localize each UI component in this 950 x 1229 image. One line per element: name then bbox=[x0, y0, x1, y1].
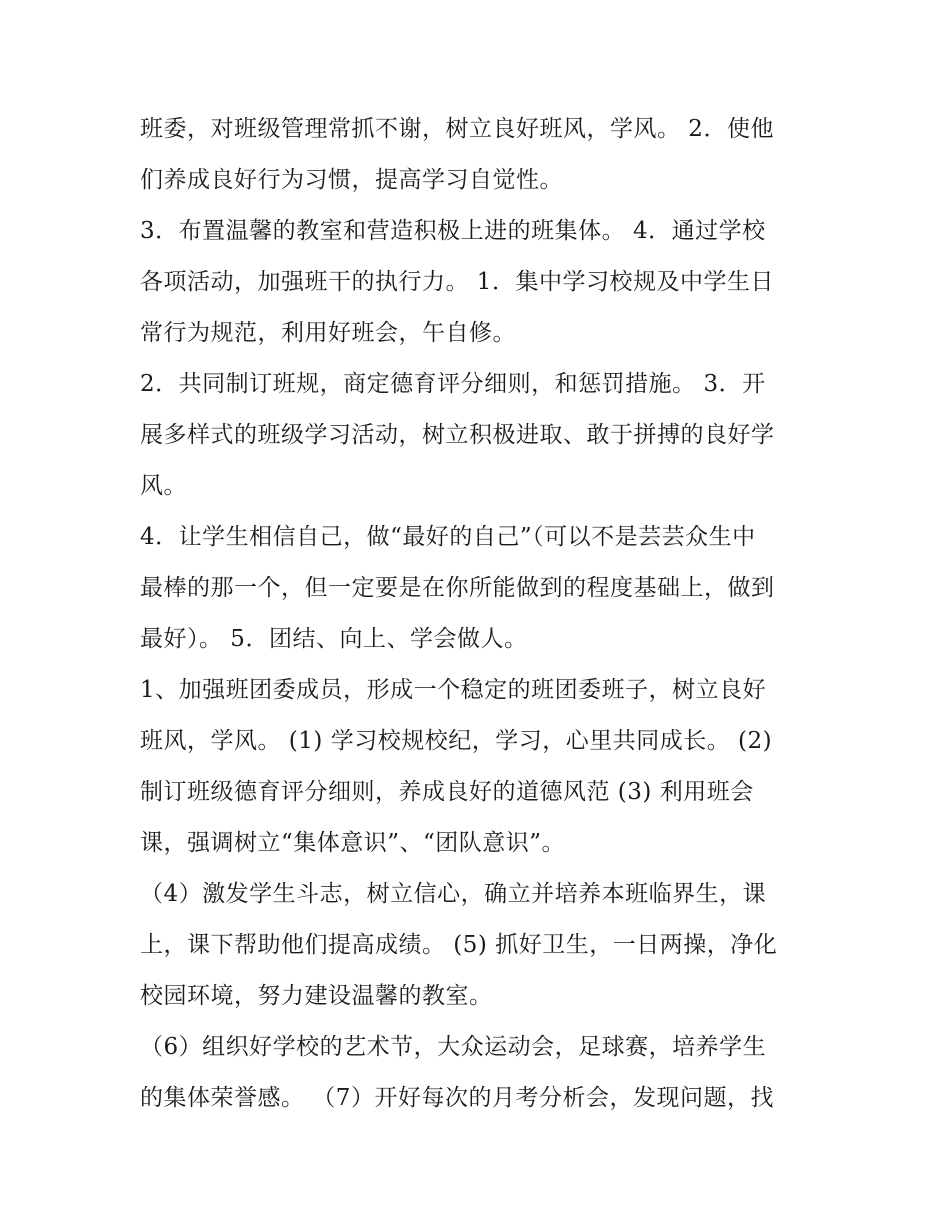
text-line: （4）激发学生斗志，树立信心，确立并培养本班临界生，课 bbox=[140, 881, 767, 907]
text-line: 最好）。 5．团结、向上、学会做人。 bbox=[140, 626, 528, 652]
text-line: 班风，学风。 (1) 学习校规校纪，学习，心里共同成长。 (2) bbox=[140, 728, 773, 754]
text-line: 风。 bbox=[140, 473, 187, 499]
text-line: 1、加强班团委成员，形成一个稳定的班团委班子，树立良好 bbox=[140, 677, 767, 703]
text-line: 上，课下帮助他们提高成绩。 (5) 抓好卫生，一日两操，净化 bbox=[140, 932, 778, 958]
text-line: 4．让学生相信自己，做“最好的自己”（可以不是芸芸众生中 bbox=[140, 524, 756, 550]
text-line: 课，强调树立“集体意识”、“团队意识”。 bbox=[140, 830, 566, 856]
text-line: 校园环境，努力建设温馨的教室。 bbox=[140, 983, 493, 1009]
text-line: 展多样式的班级学习活动，树立积极进取、敢于拼搏的良好学 bbox=[140, 422, 775, 448]
text-line: 常行为规范，利用好班会，午自修。 bbox=[140, 320, 516, 346]
text-line: 的集体荣誉感。 （7）开好每次的月考分析会，发现问题，找 bbox=[140, 1085, 774, 1111]
text-line: 们养成良好行为习惯，提高学习自觉性。 bbox=[140, 167, 563, 193]
body-text bbox=[140, 104, 820, 1124]
text-line: 班委，对班级管理常抓不谢，树立良好班风，学风。 2．使他 bbox=[140, 116, 774, 142]
text-line: 制订班级德育评分细则，养成良好的道德风范 (3) 利用班会 bbox=[140, 779, 754, 805]
text-line: 最棒的那一个，但一定要是在你所能做到的程度基础上，做到 bbox=[140, 575, 775, 601]
text-line: 各项活动，加强班干的执行力。 1．集中学习校规及中学生日 bbox=[140, 269, 774, 295]
text-line: 2．共同制订班规，商定德育评分细则，和惩罚措施。 3．开 bbox=[140, 371, 766, 397]
text-line: 3．布置温馨的教室和营造积极上进的班集体。 4．通过学校 bbox=[140, 218, 766, 244]
text-line: （6）组织好学校的艺术节，大众运动会，足球赛，培养学生 bbox=[140, 1034, 767, 1060]
